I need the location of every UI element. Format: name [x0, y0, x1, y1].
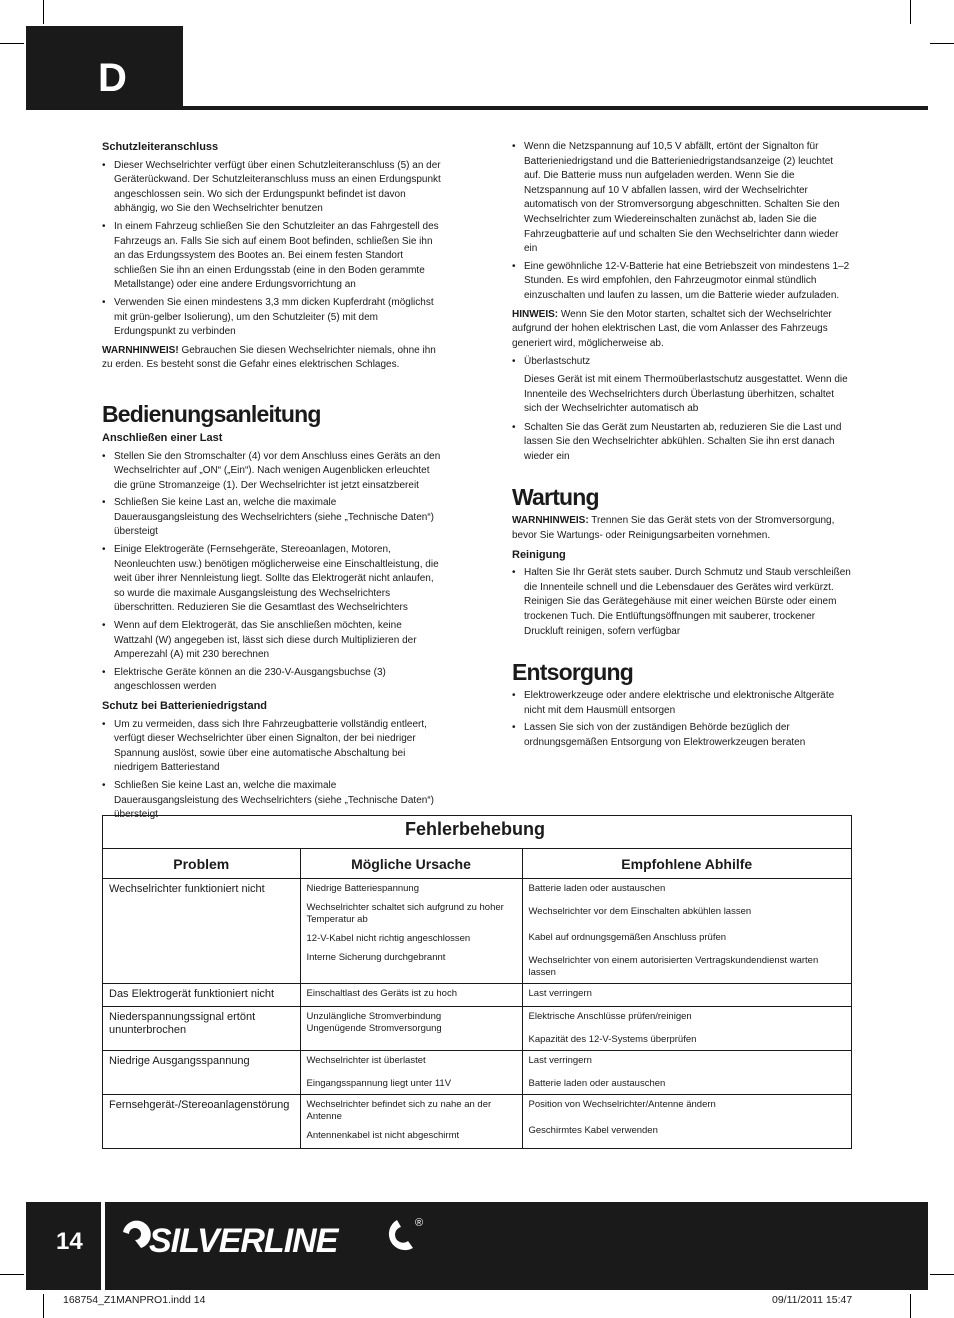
list-item: • Verwenden Sie einen mindestens 3,3 mm dicken Kupferdraht (möglichst mit grün-gelber Isolierung), um den Schutzleiter (5) mit dem Erdungspunkt zu verbinden	[102, 296, 442, 340]
cause: Einschaltlast des Geräts ist zu hoch	[306, 988, 457, 999]
remedy: Wechselrichter vor dem Einschalten abkühlen lassen	[528, 906, 752, 917]
wrench-logo-icon	[123, 1221, 151, 1248]
hint-text: Wenn Sie den Motor starten, schaltet sich der Wechselrichter aufgrund der hohen elektrischen Last, die vom Anlasser des Fahrzeugs generiert wird, möglicherweise ab.	[512, 308, 832, 349]
heading-schutzleiter: Schutzleiteranschluss	[102, 141, 219, 153]
cause-cell	[300, 984, 522, 1007]
cause-cell	[300, 879, 522, 984]
list-item: • Schalten Sie das Gerät zum Neustarten ab, reduzieren Sie die Last und lassen Sie den Wechselrichter abkühlen. Schalten Sie ihn erst danach wieder ein	[512, 421, 852, 465]
crop-mark	[43, 1294, 44, 1318]
table	[103, 849, 851, 1148]
section-letter: D	[98, 56, 127, 100]
warning-label: WARNHINWEIS!	[102, 344, 179, 356]
cause: Niedrige Batteriespannung	[306, 883, 419, 894]
list-item: • Lassen Sie sich von der zuständigen Behörde bezüglich der ordnungsgemäßen Entsorgung von Elektrowerkzeugen beraten	[512, 721, 852, 750]
list-item: • Einige Elektrogeräte (Fernsehgeräte, Stereoanlagen, Motoren, Neonleuchten usw.) benötigen möglicherweise eine Einschaltleistung, die weit über ihrer Nennleistung liegt. Sollte das Elektrogerät nicht anlaufen, so wurde die maximale Ausgangsleistung des Wechselrichters überschritten. Reduzieren Sie die Gesamtlast des Wechselrichters	[102, 543, 442, 616]
remedy: Last verringern	[528, 988, 592, 999]
list-item: • Dieser Wechselrichter verfügt über einen Schutzleiteranschluss (5) an der Geräterückwand. Der Schutzleiteranschluss muss an einen Erdungspunkt angeschlossen sein. Wo sich der Erdungspunkt befindet ist davon abhängig, wo Sie den Wechselrichter benutzen	[102, 159, 442, 217]
remedy-cell	[522, 1007, 851, 1051]
list-schutzleiter	[102, 159, 442, 340]
troubleshooting-table	[102, 815, 852, 1149]
remedy: Batterie laden oder austauschen	[528, 1078, 666, 1089]
date-info: 09/11/2011 15:47	[772, 1294, 853, 1306]
cause: Wechselrichter befindet sich zu nahe an der Antenne	[306, 1099, 492, 1122]
list-item: • Um zu vermeiden, dass sich Ihre Fahrzeugbatterie vollständig entleert, verfügt dieser Wechselrichter über einen Signalton, der bei niedriger Spannung auslöst, sowie über eine automatische Abschaltung bei niedrigem Batteriestand	[102, 718, 442, 776]
remedy: Wechselrichter von einem autorisierten Vertragskundendienst warten lassen	[528, 955, 819, 978]
list-item: • Schließen Sie keine Last an, welche die maximale Dauerausgangsleistung des Wechselrichters (siehe „Technische Daten“) übersteigt	[102, 496, 442, 540]
cause-cell	[300, 1007, 522, 1051]
list-overload	[512, 355, 852, 370]
list-overload-restart	[512, 421, 852, 465]
brand-name: SILVERLINE	[149, 1222, 338, 1260]
cause: Unzulängliche Stromverbindung Ungenügende Stromversorgung	[306, 1011, 442, 1034]
cause: Interne Sicherung durchgebrannt	[306, 952, 446, 963]
list-anschliessen	[102, 450, 442, 696]
remedy: Kabel auf ordnungsgemäßen Anschluss prüfen	[528, 932, 727, 943]
section-tab	[26, 26, 183, 110]
problem-cell: Wechselrichter funktioniert nicht	[103, 879, 300, 984]
header-problem: Problem	[103, 849, 300, 879]
problem-cell: Das Elektrogerät funktioniert nicht	[103, 984, 300, 1007]
list-item: • Wenn die Netzspannung auf 10,5 V abfällt, ertönt der Signalton für Batterieniedrigstand und die Batterieniedrigstandsanzeige (2) leuchtet auf. Die Batterie muss nun aufgeladen werden. Wenn Sie die Netzspannung auf 10 V abfallen lassen, wird der Wechselrichter automatisch von der Stromversorgung abgeschnitten. Schalten Sie den Wechselrichter zum Wiedereinschalten zunächst ab, laden Sie die Fahrzeugbatterie auf und schalten Sie den Wechselrichter dann wieder ein	[512, 140, 852, 257]
remedy: Kapazität des 12-V-Systems überprüfen	[528, 1034, 697, 1045]
page-number: 14	[56, 1228, 83, 1255]
cause: Antennenkabel ist nicht abgeschirmt	[306, 1130, 460, 1141]
heading-bedienungsanleitung: Bedienungsanleitung	[102, 400, 321, 427]
list-batterieschutz	[102, 718, 442, 823]
problem-cell: Niederspannungssignal ertönt ununterbrochen	[103, 1007, 300, 1051]
warning-text: Gebrauchen Sie diesen Wechselrichter niemals, ohne ihn zu erden. Es besteht sonst die Gefahr eines elektrischen Schlages.	[102, 344, 436, 371]
table-row	[103, 879, 851, 984]
list-item: • Wenn auf dem Elektrogerät, das Sie anschließen möchten, keine Wattzahl (W) angegeben ist, lässt sich diese durch Multiplizieren der Amperezahl (A) mit 230 berechnen	[102, 619, 442, 663]
list-item: • Schließen Sie keine Last an, welche die maximale Dauerausgangsleistung des Wechselrichters (siehe „Technische Daten“) übersteigt	[102, 779, 442, 823]
remedy: Position von Wechselrichter/Antenne ändern	[528, 1099, 716, 1110]
cause: Wechselrichter schaltet sich aufgrund zu hoher Temperatur ab	[306, 902, 504, 925]
overload-text: Dieses Gerät ist mit einem Thermoüberlastschutz ausgestattet. Wenn die Innenteile des Wechselrichters durch Überlastung überhitzen, schaltet sich der Wechselrichter automatisch ab	[524, 373, 848, 415]
heading-wartung: Wartung	[512, 484, 599, 511]
crop-mark	[0, 1274, 24, 1275]
remedy: Geschirmtes Kabel verwenden	[528, 1125, 658, 1136]
list-item: • Stellen Sie den Stromschalter (4) vor dem Anschluss eines Geräts an den Wechselrichter auf „ON“ („Ein“). Nach wenigen Augenblicken erleuchtet die grüne Stromanzeige (1). Der Wechselrichter ist jetzt einsatzbereit	[102, 450, 442, 494]
warning-paragraph	[102, 344, 442, 373]
cause: Eingangsspannung liegt unter 11V	[306, 1078, 452, 1089]
list-item: • Elektrische Geräte können an die 230-V-Ausgangsbuchse (3) angeschlossen werden	[102, 666, 442, 695]
hint-label: HINWEIS:	[512, 308, 559, 320]
table-row	[103, 1007, 851, 1051]
file-info: 168754_Z1MANPRO1.indd 14	[63, 1294, 206, 1306]
crop-mark	[930, 1274, 954, 1275]
left-column	[102, 140, 442, 827]
crop-mark	[43, 0, 44, 24]
registered-mark: ®	[415, 1217, 424, 1229]
warning-text: Trennen Sie das Gerät stets von der Stromversorgung, bevor Sie Wartungs- oder Reinigungsarbeiten vornehmen.	[512, 515, 835, 542]
right-column	[512, 140, 852, 755]
list-batterie-fortsetzung	[512, 140, 852, 304]
header-abhilfe: Empfohlene Abhilfe	[522, 849, 851, 879]
cause-cell	[300, 1051, 522, 1095]
list-reinigung	[512, 566, 852, 639]
heading-batterieschutz: Schutz bei Batterieniedrigstand	[102, 700, 268, 712]
remedy-cell	[522, 1051, 851, 1095]
list-item: • Eine gewöhnliche 12-V-Batterie hat eine Betriebszeit von mindestens 1–2 Stunden. Es wird empfohlen, den Fahrzeugmotor einmal stündlich einzuschalten und laufen zu lassen, um die Batterie wieder aufzuladen.	[512, 260, 852, 304]
cause-cell	[300, 1095, 522, 1148]
crop-mark	[0, 43, 24, 44]
heading-reinigung: Reinigung	[512, 548, 566, 561]
crop-mark	[910, 1294, 911, 1318]
silverline-logo	[119, 1212, 429, 1260]
table-row	[103, 1095, 851, 1148]
remedy-cell	[522, 984, 851, 1007]
table-header-row	[103, 849, 851, 879]
wrench-logo-icon	[389, 1220, 413, 1250]
list-item: • Halten Sie Ihr Gerät stets sauber. Durch Schmutz und Staub verschleißen die Innenteile schnell und die Lebensdauer des Gerätes wird verkürzt. Reinigen Sie das Gerätegehäuse mit einer weichen Bürste oder einem trockenen Tuch. Die Entlüftungsöffnungen mit sauberer, trockener Druckluft reinigen, sofern verfügbar	[512, 566, 852, 639]
header-ursache: Mögliche Ursache	[300, 849, 522, 879]
header-rule	[183, 106, 928, 110]
table-row	[103, 984, 851, 1007]
list-entsorgung	[512, 689, 852, 750]
remedy-cell	[522, 879, 851, 984]
heading-anschliessen: Anschließen einer Last	[102, 431, 223, 444]
table-row	[103, 1051, 851, 1095]
remedy: Elektrische Anschlüsse prüfen/reinigen	[528, 1011, 692, 1022]
warning-label: WARNHINWEIS:	[512, 515, 589, 527]
crop-mark	[910, 0, 911, 24]
crop-mark	[930, 43, 954, 44]
problem-cell: Fernsehgerät-/Stereoanlagenstörung	[103, 1095, 300, 1148]
hint-paragraph	[512, 308, 852, 352]
remedy: Last verringern	[528, 1055, 592, 1066]
table-title: Fehlerbehebung	[103, 816, 851, 849]
remedy: Batterie laden oder austauschen	[528, 883, 666, 894]
list-item-overload-title: • Überlastschutz	[512, 355, 852, 370]
cause: 12-V-Kabel nicht richtig angeschlossen	[306, 933, 471, 944]
footer-bar	[26, 1202, 928, 1290]
list-item: • In einem Fahrzeug schließen Sie den Schutzleiter an das Fahrgestell des Fahrzeugs an. Falls Sie sich auf einem Boot befinden, schließen Sie ihn an das Erdungssystem des Bootes an. Bei einem festen Standort schließen Sie ihn an einen Erdungsstab (eine in den Boden gerammte Metallstange) oder eine andere Erdungsvorrichtung an	[102, 220, 442, 293]
remedy-cell	[522, 1095, 851, 1148]
cause: Wechselrichter ist überlastet	[306, 1055, 426, 1066]
problem-cell: Niedrige Ausgangsspannung	[103, 1051, 300, 1095]
wartung-warning	[512, 514, 852, 543]
footer-separator	[101, 1202, 105, 1290]
list-item: • Elektrowerkzeuge oder andere elektrische und elektronische Altgeräte nicht mit dem Hausmüll entsorgen	[512, 689, 852, 718]
heading-entsorgung: Entsorgung	[512, 659, 634, 686]
